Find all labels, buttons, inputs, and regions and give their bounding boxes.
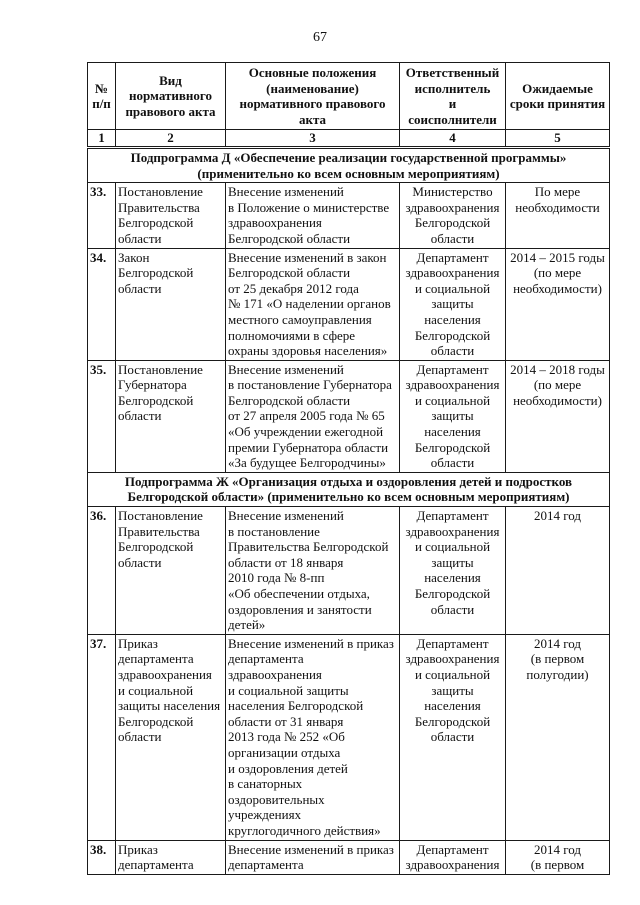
table-row	[88, 840, 610, 874]
deadline-cell: 2014 год (в первом полугодии)	[506, 634, 610, 840]
main-provisions-cell: Внесение изменений в Положение о министерстве здравоохранения Белгородской области	[226, 183, 400, 248]
main-provisions-cell: Внесение изменений в приказ департамента	[226, 840, 400, 874]
row-number: 37.	[88, 634, 116, 840]
responsible-cell: Департамент здравоохранения и социальной защиты населения Белгородской области	[400, 360, 506, 472]
table-row	[88, 507, 610, 635]
page-number: 67	[313, 30, 327, 45]
main-provisions-cell: Внесение изменений в постановление Правительства Белгородской области от 18 января 2010 года № 8-пп «Об обеспечении отдыха, оздоровления и занятости детей»	[226, 507, 400, 635]
column-number: 5	[506, 130, 610, 148]
act-type-cell: Постановление Правительства Белгородской области	[116, 507, 226, 635]
section-heading-zh: Подпрограмма Ж «Организация отдыха и оздоровления детей и подростков Белгородской области» (применительно ко всем основным мероприятиям)	[88, 472, 610, 506]
row-number: 36.	[88, 507, 116, 635]
column-number: 4	[400, 130, 506, 148]
deadline-cell: 2014 – 2015 годы (по мере необходимости)	[506, 248, 610, 360]
column-number: 2	[116, 130, 226, 148]
header-main-provisions: Основные положения (наименование) нормативного правового акта	[226, 63, 400, 130]
main-provisions-cell: Внесение изменений в постановление Губернатора Белгородской области от 27 апреля 2005 года № 65 «Об учреждении ежегодной премии Губернатора области «За будущее Белгородчины»	[226, 360, 400, 472]
column-number: 1	[88, 130, 116, 148]
main-provisions-cell: Внесение изменений в приказ департамента здравоохранения и социальной защиты населения Белгородской области от 31 января 2013 года № 252 «Об организации отдыха и оздоровления детей в санаторных оздоровительных учреждениях круглогодичного действия»	[226, 634, 400, 840]
act-type-cell: Закон Белгородской области	[116, 248, 226, 360]
responsible-cell: Департамент здравоохранения и социальной защиты населения Белгородской области	[400, 507, 506, 635]
main-provisions-cell: Внесение изменений в закон Белгородской области от 25 декабря 2012 года № 171 «О наделении органов местного самоуправления полномочиями в сфере охраны здоровья населения»	[226, 248, 400, 360]
section-heading-row	[88, 472, 610, 506]
act-type-cell: Постановление Правительства Белгородской области	[116, 183, 226, 248]
responsible-cell: Министерство здравоохранения Белгородской области	[400, 183, 506, 248]
act-type-cell: Постановление Губернатора Белгородской области	[116, 360, 226, 472]
deadline-cell: 2014 год	[506, 507, 610, 635]
section-heading-d: Подпрограмма Д «Обеспечение реализации государственной программы» (применительно ко всем основным мероприятиям)	[88, 147, 610, 182]
responsible-cell: Департамент здравоохранения и социальной защиты населения Белгородской области	[400, 634, 506, 840]
deadline-cell: 2014 год (в первом	[506, 840, 610, 874]
table-row	[88, 634, 610, 840]
header-number: № п/п	[88, 63, 116, 130]
column-number: 3	[226, 130, 400, 148]
deadline-cell: 2014 – 2018 годы (по мере необходимости)	[506, 360, 610, 472]
section-heading-row	[88, 147, 610, 182]
table-row	[88, 248, 610, 360]
row-number: 35.	[88, 360, 116, 472]
responsible-cell: Департамент здравоохранения	[400, 840, 506, 874]
legal-acts-table	[87, 62, 610, 875]
header-responsible: Ответственный исполнитель и соисполнители	[400, 63, 506, 130]
act-type-cell: Приказ департамента здравоохранения и социальной защиты населения Белгородской области	[116, 634, 226, 840]
act-type-cell: Приказ департамента	[116, 840, 226, 874]
row-number: 33.	[88, 183, 116, 248]
table-row	[88, 360, 610, 472]
header-act-type: Вид нормативного правового акта	[116, 63, 226, 130]
responsible-cell: Департамент здравоохранения и социальной защиты населения Белгородской области	[400, 248, 506, 360]
row-number: 38.	[88, 840, 116, 874]
column-number-row	[88, 130, 610, 148]
header-deadline: Ожидаемые сроки принятия	[506, 63, 610, 130]
table-row	[88, 183, 610, 248]
table-header-row	[88, 63, 610, 130]
deadline-cell: По мере необходимости	[506, 183, 610, 248]
row-number: 34.	[88, 248, 116, 360]
